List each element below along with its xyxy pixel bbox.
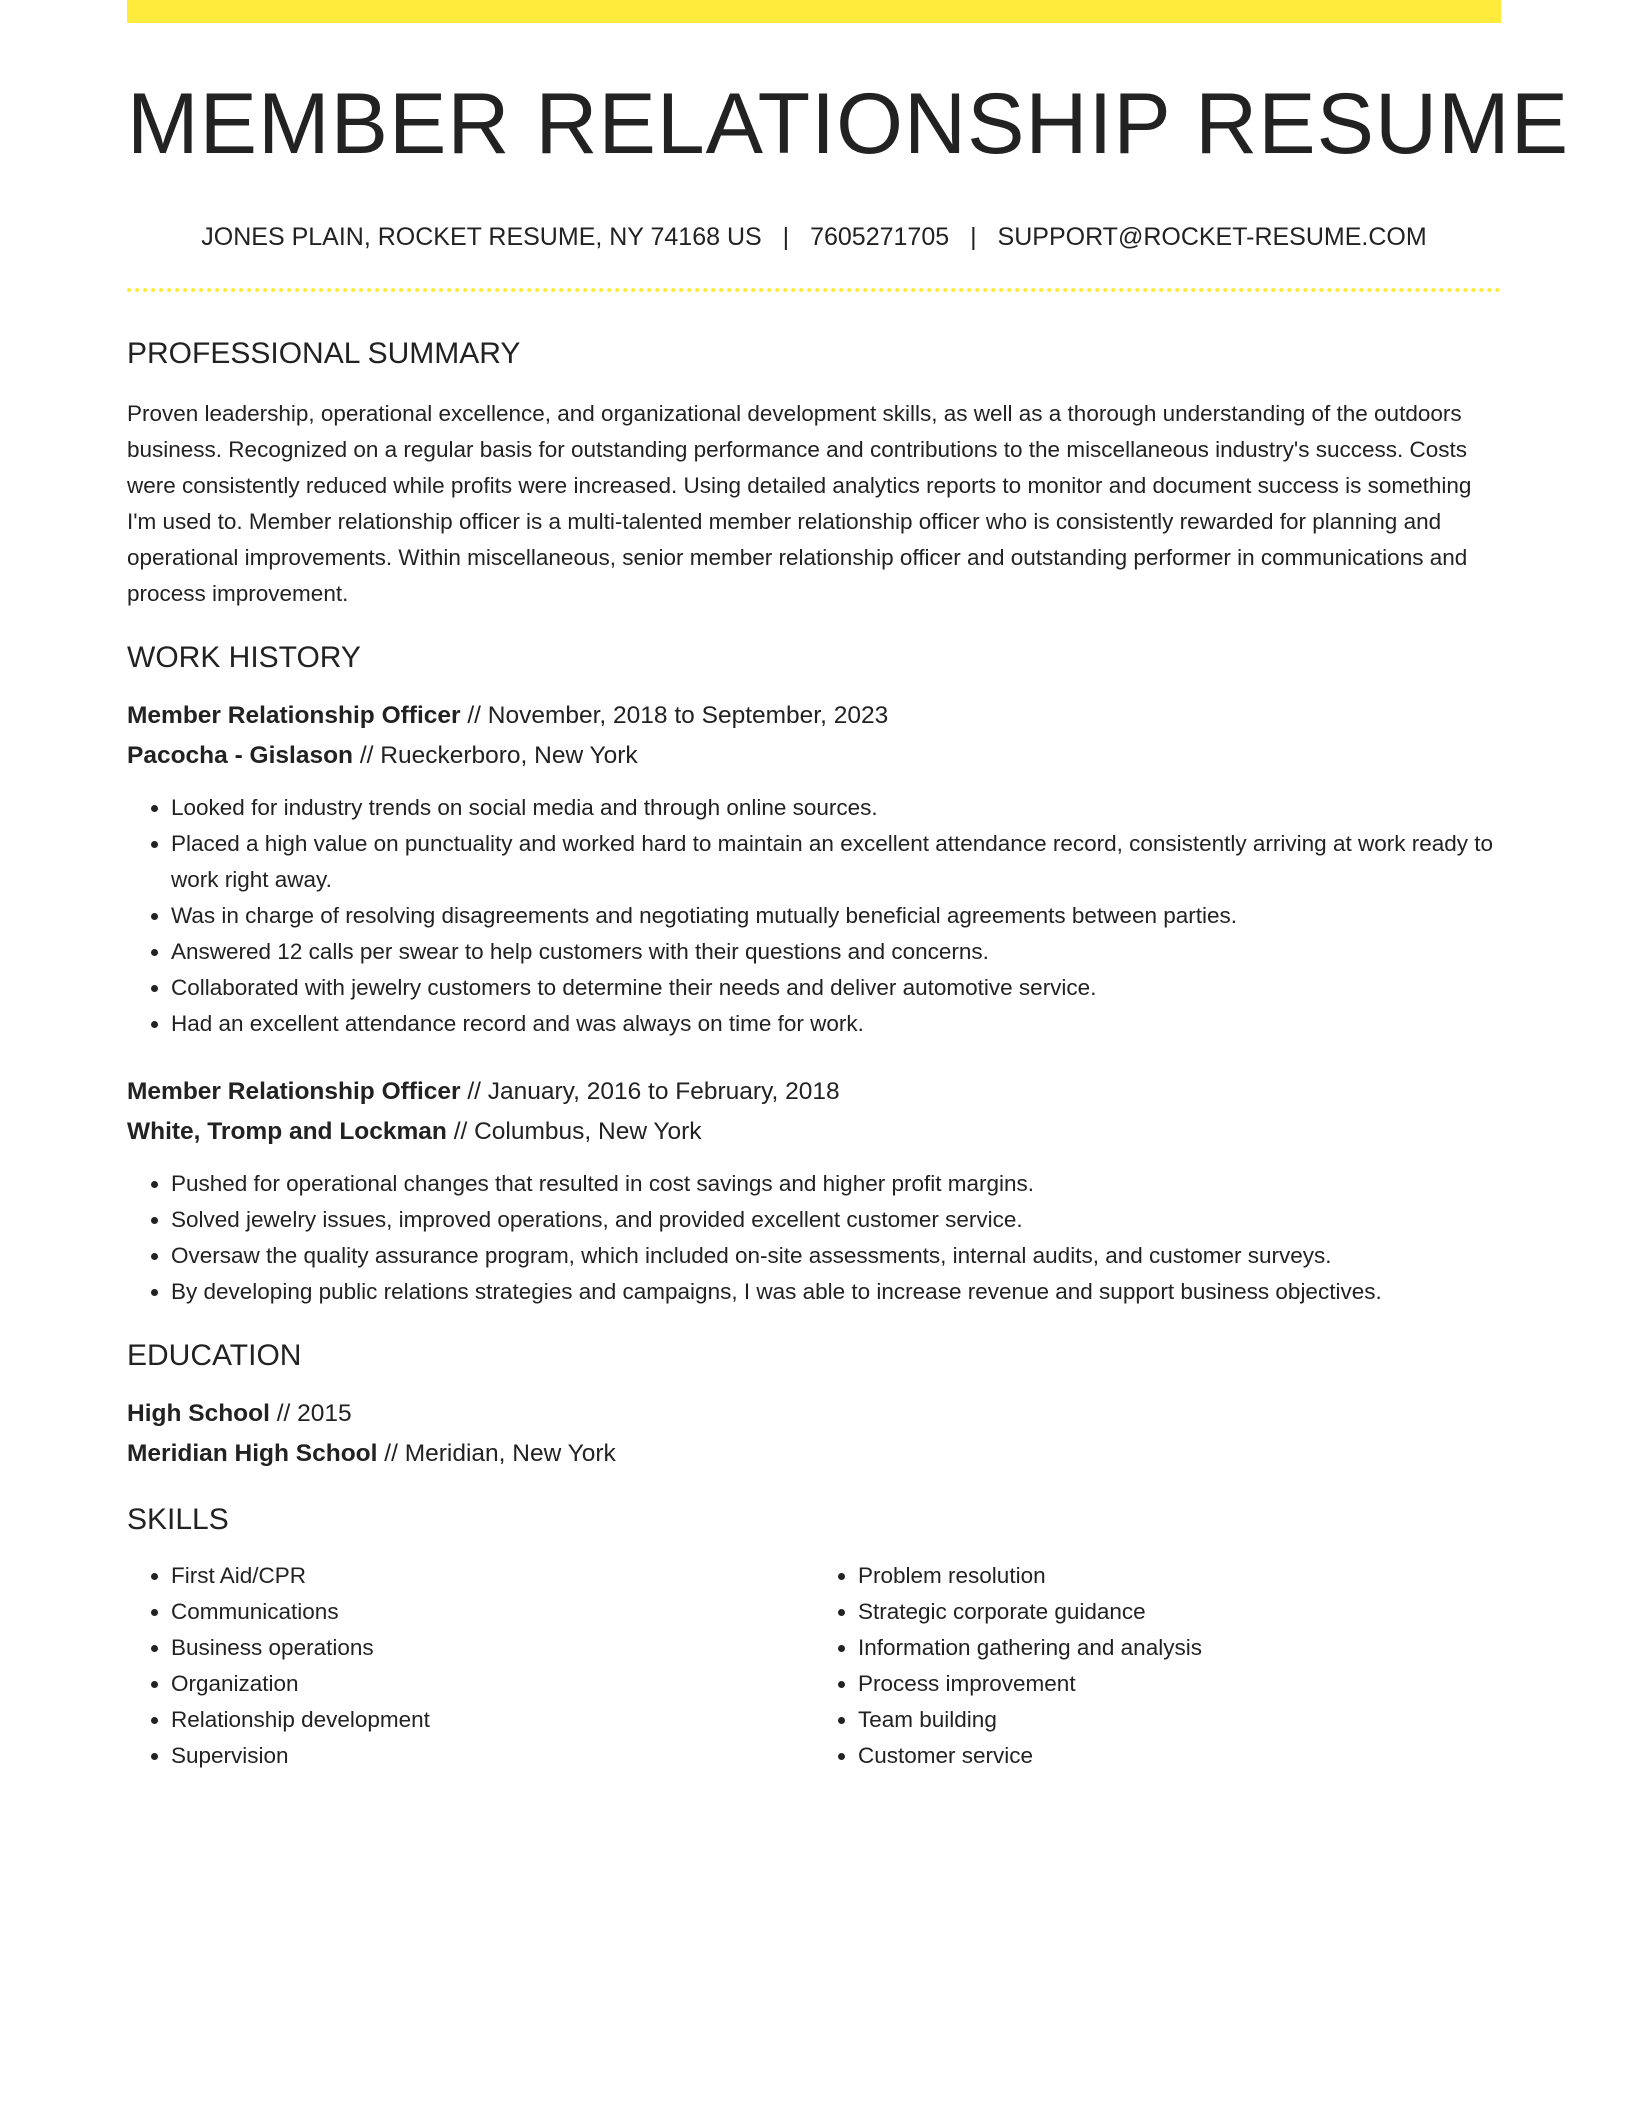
contact-separator: | bbox=[782, 223, 790, 251]
job-bullets bbox=[127, 790, 1501, 1042]
dotted-divider bbox=[127, 288, 1501, 292]
job-bullet: • Looked for industry trends on social media and through online sources. bbox=[171, 790, 1501, 826]
job-bullet: • Pushed for operational changes that resulted in cost savings and higher profit margins. bbox=[171, 1166, 1501, 1202]
education-school-line bbox=[127, 1434, 1501, 1474]
job-dates: // November, 2018 to September, 2023 bbox=[460, 702, 889, 729]
job-title: Member Relationship Officer bbox=[127, 702, 461, 729]
education-entry bbox=[127, 1394, 1501, 1474]
job-bullet: • Oversaw the quality assurance program, which included on-site assessments, internal audits, and customer surveys. bbox=[171, 1238, 1501, 1274]
job-bullet: • Placed a high value on punctuality and worked hard to maintain an excellent attendance record, consistently arriving at work ready to work right away. bbox=[171, 826, 1501, 898]
job-bullet: • Solved jewelry issues, improved operations, and provided excellent customer service. bbox=[171, 1202, 1501, 1238]
job-company-line bbox=[127, 1112, 1501, 1152]
skill-item: • Information gathering and analysis bbox=[858, 1630, 1501, 1666]
job-bullet: • Answered 12 calls per swear to help customers with their questions and concerns. bbox=[171, 934, 1501, 970]
job-title: Member Relationship Officer bbox=[127, 1078, 461, 1105]
contact-separator: | bbox=[970, 223, 977, 251]
contact-line bbox=[127, 223, 1501, 252]
skills-column-left bbox=[127, 1558, 814, 1774]
resume-page bbox=[127, 0, 1570, 1774]
education-year: // 2015 bbox=[269, 1400, 352, 1427]
job-bullet: • By developing public relations strategies and campaigns, I was able to increase revenue and support business objectives. bbox=[171, 1274, 1501, 1310]
job-bullets bbox=[127, 1166, 1501, 1310]
skills-bullets-right bbox=[814, 1558, 1501, 1774]
skill-item: • Communications bbox=[171, 1594, 814, 1630]
job-company: White, Tromp and Lockman bbox=[127, 1118, 447, 1145]
skill-item: • Supervision bbox=[171, 1738, 814, 1774]
education-school: Meridian High School bbox=[127, 1440, 378, 1467]
contact-email: SUPPORT@ROCKET-RESUME.COM bbox=[997, 223, 1427, 251]
skill-item: • Strategic corporate guidance bbox=[858, 1594, 1501, 1630]
education-degree: High School bbox=[127, 1400, 270, 1427]
job-entry bbox=[127, 1072, 1501, 1310]
skills-list bbox=[127, 1558, 1501, 1774]
summary-heading: PROFESSIONAL SUMMARY bbox=[127, 337, 521, 370]
skill-item: • Problem resolution bbox=[858, 1558, 1501, 1594]
skills-column-right bbox=[814, 1558, 1501, 1774]
job-bullet: • Collaborated with jewelry customers to determine their needs and deliver automotive service. bbox=[171, 970, 1501, 1006]
job-bullet: • Had an excellent attendance record and was always on time for work. bbox=[171, 1006, 1501, 1042]
job-location: // Rueckerboro, New York bbox=[353, 742, 638, 769]
contact-phone: 7605271705 bbox=[810, 223, 950, 251]
contact-address: JONES PLAIN, ROCKET RESUME, NY 74168 US bbox=[201, 223, 762, 251]
skill-item: • Team building bbox=[858, 1702, 1501, 1738]
skill-item: • Business operations bbox=[171, 1630, 814, 1666]
skill-item: • First Aid/CPR bbox=[171, 1558, 814, 1594]
education-location: // Meridian, New York bbox=[377, 1440, 616, 1467]
job-bullet: • Was in charge of resolving disagreements and negotiating mutually beneficial agreements between parties. bbox=[171, 898, 1501, 934]
skills-heading: SKILLS bbox=[127, 1503, 229, 1536]
summary-text: Proven leadership, operational excellence, and organizational development skills, as well as a thorough understanding of the outdoors business. Recognized on a regular basis for outstanding performance and contributions to the miscellaneous industry's success. Costs were consistently reduced while profits were increased. Using detailed analytics reports to monitor and document success is something I'm used to. Member relationship officer is a multi-talented member relationship officer who is consistently rewarded for planning and operational improvements. Within miscellaneous, senior member relationship officer and outstanding performer in communications and process improvement. bbox=[127, 401, 1472, 606]
skills-bullets-left bbox=[127, 1558, 814, 1774]
accent-top-bar bbox=[127, 0, 1501, 23]
work-history-heading: WORK HISTORY bbox=[127, 641, 361, 674]
job-title-line bbox=[127, 696, 1501, 736]
skill-item: • Process improvement bbox=[858, 1666, 1501, 1702]
job-location: // Columbus, New York bbox=[446, 1118, 702, 1145]
education-degree-line bbox=[127, 1394, 1501, 1434]
job-dates: // January, 2016 to February, 2018 bbox=[460, 1078, 840, 1105]
resume-title: MEMBER RELATIONSHIP RESUME bbox=[127, 76, 1570, 172]
education-heading: EDUCATION bbox=[127, 1339, 302, 1372]
job-company-line bbox=[127, 736, 1501, 776]
skill-item: • Organization bbox=[171, 1666, 814, 1702]
job-title-line bbox=[127, 1072, 1501, 1112]
job-entry bbox=[127, 696, 1501, 1042]
job-company: Pacocha - Gislason bbox=[127, 742, 354, 769]
skill-item: • Customer service bbox=[858, 1738, 1501, 1774]
skill-item: • Relationship development bbox=[171, 1702, 814, 1738]
